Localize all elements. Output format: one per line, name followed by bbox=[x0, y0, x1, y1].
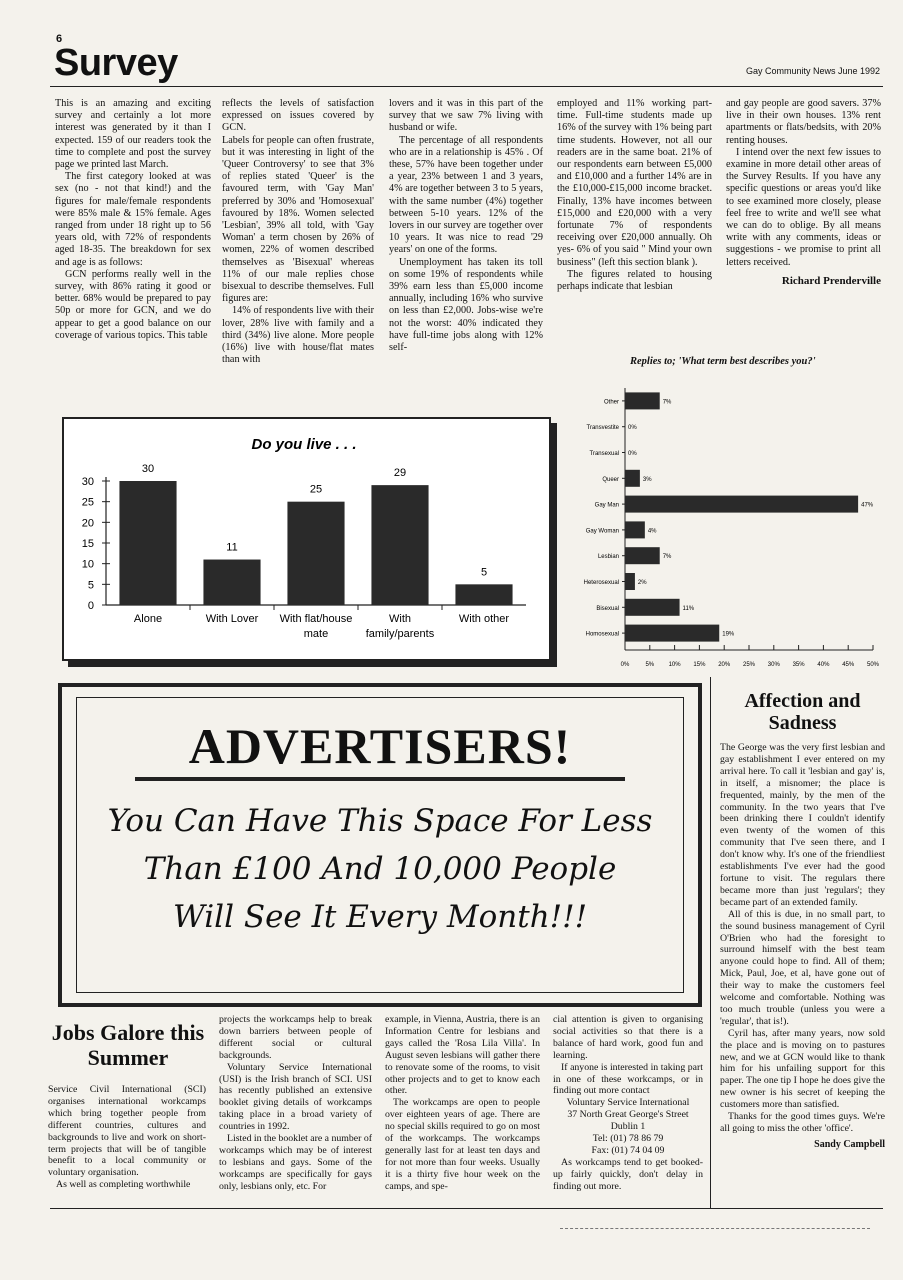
jobs-column-4 bbox=[553, 1014, 703, 1193]
footer-dashed-rule bbox=[560, 1228, 870, 1229]
paragraph: employed and 11% working part-time. Full-time students made up 16% of the survey with 1% being part time students. However, not all our readers are in the same boat. 21% of our respondents earn between £5,000 and £10,000 and a further 14% are in the £10,000-£15,000 income bracket. Finally, 13% have incomes between £15,000 and £20,000 with a very fortunate 7% of respondents receiving over £20,000 annually. Oh yes- 6% of you said " Mind your own business" (left this section blank ). bbox=[557, 98, 712, 268]
address-line: Voluntary Service International bbox=[566, 1097, 690, 1109]
chart-title: Do you live . . . bbox=[251, 436, 357, 453]
category-label: family/parents bbox=[365, 628, 435, 640]
bar bbox=[287, 502, 344, 605]
section-title: Survey bbox=[54, 42, 178, 84]
affection-article bbox=[720, 690, 885, 1150]
x-tick-label: 10% bbox=[668, 662, 681, 668]
term-chart-caption: Replies to; 'What term best describes you?' bbox=[630, 356, 816, 367]
affection-heading: Affection and Sadness bbox=[744, 690, 861, 734]
bar bbox=[371, 485, 428, 605]
y-tick-label: 5 bbox=[87, 579, 94, 592]
paragraph: Listed in the booklet are a number of workcamps which may be of interest to lesbians and gays. Some of the workcamps are specifically for gays only, lesbians only, etc. For bbox=[219, 1133, 373, 1192]
paragraph: This is an amazing and exciting survey and certainly a lot more interest was generated by it than I expected. 159 of our readers took the time to complete and post the survey page we printed last March. bbox=[55, 98, 211, 171]
issue-line: Gay Community News June 1992 bbox=[745, 66, 880, 76]
data-label: 0% bbox=[628, 451, 637, 457]
address-line: Dublin 1 bbox=[610, 1121, 646, 1133]
bar bbox=[203, 560, 260, 605]
bar bbox=[455, 584, 512, 605]
data-label: 11 bbox=[226, 541, 238, 554]
affection-author: Sandy Campbell bbox=[814, 1138, 885, 1150]
bar bbox=[625, 599, 680, 616]
bar bbox=[625, 521, 645, 538]
data-label: 29 bbox=[393, 467, 407, 480]
paragraph: If anyone is interested in taking part in one of these workcamps, or in finding out more contact bbox=[553, 1061, 703, 1097]
x-tick-label: 15% bbox=[693, 662, 706, 668]
x-tick-label: 40% bbox=[817, 662, 830, 668]
paragraph: I intend over the next few issues to examine in more detail other areas of the Survey Results. If you have any specific questions or areas you'd like to see examined more closely, please feel free to write and we'll see what we can do to oblige. By all means write with any comments, ideas or suggestions - we promise to print all letters received. bbox=[726, 146, 881, 268]
footer-rule bbox=[50, 1208, 883, 1209]
bar bbox=[625, 470, 640, 487]
category-label: With bbox=[389, 613, 411, 625]
data-label: 7% bbox=[662, 399, 672, 406]
data-label: 4% bbox=[647, 528, 657, 535]
bar bbox=[625, 547, 660, 564]
x-tick-label: 25% bbox=[742, 662, 756, 668]
category-label: Alone bbox=[133, 613, 163, 625]
paragraph: 14% of respondents live with their lover, 28% live with family and a third (34%) live alone. More people (16%) live with house/flat mates than with bbox=[222, 305, 374, 366]
paragraph: projects the workcamps help to break down barriers between people of different social or cultural backgrounds. bbox=[219, 1014, 372, 1061]
contact-address bbox=[553, 1097, 703, 1157]
living-chart bbox=[64, 419, 549, 659]
paragraph: All of this is due, in no small part, to the sound business management of Cyril O'Brien who had the foresight to surround himself with the best team anyone could hope to find. All of them; Mick, Paul, Joe, et al, have gone out of their way to make the customers feel welcome and comfortable. Nothing was too much trouble (unless you were a 'regular', that is!). bbox=[720, 908, 885, 1027]
x-tick-label: 30% bbox=[767, 662, 780, 668]
category-label: Transvestite bbox=[586, 425, 619, 432]
advert-box bbox=[58, 683, 702, 1007]
y-tick-label: 30 bbox=[81, 476, 94, 488]
category-label: Transexual bbox=[589, 451, 619, 457]
advert-title: ADVERTISERS! bbox=[188, 718, 572, 774]
x-tick-label: 20% bbox=[718, 662, 731, 668]
header-rule bbox=[50, 86, 883, 87]
bar bbox=[625, 573, 635, 590]
x-tick-label: 35% bbox=[792, 662, 805, 668]
x-tick-label: 50% bbox=[866, 662, 880, 668]
paragraph: reflects the levels of satisfaction expressed on issues covered by GCN. bbox=[222, 98, 374, 134]
advert-line: Will See It Every Month!!! bbox=[172, 899, 588, 935]
data-label: 47% bbox=[861, 502, 874, 509]
advert-line: You Can Have This Space For Less bbox=[107, 803, 653, 839]
category-label: Bisexual bbox=[596, 605, 619, 612]
data-label: 25 bbox=[309, 483, 323, 496]
survey-column-3 bbox=[389, 98, 543, 354]
data-label: 7% bbox=[662, 554, 672, 561]
address-line: Tel: (01) 78 86 79 bbox=[592, 1133, 664, 1145]
living-chart-box bbox=[62, 417, 551, 661]
jobs-column-3 bbox=[385, 1014, 540, 1193]
page-number: 6 bbox=[56, 33, 63, 45]
data-label: 11% bbox=[682, 605, 695, 612]
category-label: Homosexual bbox=[585, 631, 619, 638]
y-tick-label: 10 bbox=[81, 558, 94, 571]
bar bbox=[119, 481, 176, 605]
survey-column-4 bbox=[557, 98, 712, 293]
paragraph: The percentage of all respondents who are in a relationship is 45% . Of these, 57% have been together under a year, 23% between 1 and 3 years, 4% are together between 3 to 5 years, with the same number (4%) together between 5-10 years. 12% of the lovers in our survey are together over 10 years. It was nice to read '29 years' on one of the forms. bbox=[389, 134, 543, 256]
paragraph: Labels for people can often frustrate, but it was interesting in light of the 'Queer Controversy' to see that 3% of replies stated 'Queer' is the favoured term, with 'Gay Man' preferred by 30% and 'Homosexual' favoured by 18%. Women selected 'Lesbian', 39% all told, with 'Gay Woman' a term chosen by 26% of women, 22% of women described themselves as 'Bisexual' whereas 11% of our male replies chose bisexual to describe themselves. Full figures are: bbox=[222, 134, 374, 305]
paragraph: Thanks for the good times guys. We're all going to miss the other 'office'. bbox=[720, 1111, 885, 1134]
data-label: 30 bbox=[141, 463, 155, 475]
y-tick-label: 0 bbox=[87, 600, 94, 612]
survey-column-5 bbox=[726, 98, 881, 287]
paragraph: As well as completing worthwhile bbox=[56, 1179, 191, 1191]
address-line: Fax: (01) 74 04 09 bbox=[591, 1144, 665, 1156]
bar bbox=[625, 625, 719, 642]
paragraph: The workcamps are open to people over eighteen years of age. There are no special skills required to go on most of the workcamps. The workcamps generally last for at least ten days and for not more than four weeks. Usually it is a thirty five hour week on the camps, and spe- bbox=[385, 1097, 540, 1192]
x-tick-label: 45% bbox=[842, 662, 855, 668]
jobs-heading: Jobs Galore this Summer bbox=[51, 1020, 205, 1070]
data-label: 0% bbox=[628, 425, 637, 432]
category-label: Lesbian bbox=[597, 554, 619, 561]
x-tick-label: 0% bbox=[620, 662, 630, 668]
term-chart bbox=[555, 380, 895, 672]
x-tick-label: 5% bbox=[645, 662, 655, 668]
category-label: mate bbox=[303, 628, 329, 640]
paragraph: and gay people are good savers. 37% live in their own houses. 13% rent apartments or flats/bedsits, with 20% renting houses. bbox=[726, 98, 881, 146]
y-tick-label: 15 bbox=[81, 538, 94, 550]
paragraph: The first category looked at was sex (no - not that kind!) and the figures for male/female respondents were 85% male & 15% female. Ages ranged from under 18 right up to 56 years old, with 72% of respondents aged 18-35. The breakdown for sex and age is as follows: bbox=[55, 171, 211, 268]
bar bbox=[625, 392, 660, 409]
paragraph: cial attention is given to organising social activities so that there is a balance of hard work, good fun and learning. bbox=[553, 1014, 703, 1061]
data-label: 19% bbox=[722, 631, 735, 638]
paragraph: As workcamps tend to get booked-up fairly quickly, don't delay in finding out more. bbox=[553, 1156, 703, 1192]
survey-column-2 bbox=[222, 98, 374, 366]
jobs-column-1 bbox=[48, 1084, 206, 1191]
category-label: Gay Man bbox=[594, 502, 619, 509]
data-label: 3% bbox=[642, 476, 652, 483]
address-line: 37 North Great George's Street bbox=[567, 1109, 689, 1121]
jobs-column-2 bbox=[219, 1014, 372, 1193]
affection-body bbox=[720, 742, 885, 1135]
paragraph: Cyril has, after many years, now sold the place and is moving on to pastures new, and we at GCN would like to thank him for his unfailing support for this paper. The one tip I hope he does give the new owner is his secret of keeping the customers more than satisfied. bbox=[720, 1027, 885, 1111]
data-label: 5 bbox=[480, 566, 488, 579]
advert-rule bbox=[135, 777, 625, 781]
category-label: Gay Woman bbox=[585, 528, 619, 535]
paragraph: Voluntary Service International (USI) is the Irish branch of SCI. USI has recently published an extensive booklet giving details of workcamps taking place in a broad variety of countries in 1992. bbox=[219, 1061, 372, 1133]
paragraph: Service Civil International (SCI) organises international workcamps which bring together people from different countries, cultures and backgrounds to live and work on short-term projects that will be of tangible benefit to a local community or voluntary organisation. bbox=[48, 1084, 206, 1179]
paragraph: Unemployment has taken its toll on some 19% of respondents while 39% earn less than £5,000 income annually, including 16% who survive on less than £2,000. Jobs-wise we're not the worst: 40% indicated they have full-time jobs along with 12% self- bbox=[389, 256, 543, 354]
category-label: With Lover bbox=[205, 613, 259, 625]
paragraph: The figures related to housing perhaps indicate that lesbian bbox=[557, 268, 712, 293]
category-label: With flat/house bbox=[279, 613, 353, 625]
category-label: Queer bbox=[602, 476, 619, 483]
advert-line: Than £100 And 10,000 People bbox=[143, 851, 617, 887]
category-label: With other bbox=[458, 613, 510, 625]
column-divider bbox=[710, 677, 711, 1209]
paragraph: lovers and it was in this part of the survey that we saw 7% living with husband or wife. bbox=[389, 98, 543, 134]
survey-column-1 bbox=[55, 98, 211, 342]
bar bbox=[625, 496, 858, 513]
category-label: Other bbox=[603, 399, 619, 406]
data-label: 2% bbox=[637, 580, 647, 586]
y-tick-label: 25 bbox=[81, 496, 94, 509]
paragraph: The George was the very first lesbian and gay establishment I ever entered on my arrival here. To call it 'lesbian and gay' is, in itself, a misnomer; the place is frequented, mainly, by the men of the community. In the two years that I've been drinking there I couldn't identify even twenty of the women of this community that I've seen there, and I don't know why. It's one of the friendliest establishments I've ever had the good fortune to visit. The regulars there became more than just 'regulars'; they became part of an extended family. bbox=[720, 742, 885, 908]
category-label: Heterosexual bbox=[583, 580, 619, 586]
y-tick-label: 20 bbox=[81, 517, 94, 530]
paragraph: example, in Vienna, Austria, there is an Information Centre for lesbians and gays called the 'Rosa Lila Villa'. In August seven lesbians will gather there to renovate some of the rooms, to visit other projects and to get to know each other. bbox=[385, 1014, 540, 1097]
article-author: Richard Prenderville bbox=[781, 274, 881, 287]
paragraph: GCN performs really well in the survey, with 86% rating it good or better. 68% would be prepared to pay 50p or more for GCN, and we do appear to get a good balance on our coverage of various topics. This table bbox=[55, 268, 211, 341]
